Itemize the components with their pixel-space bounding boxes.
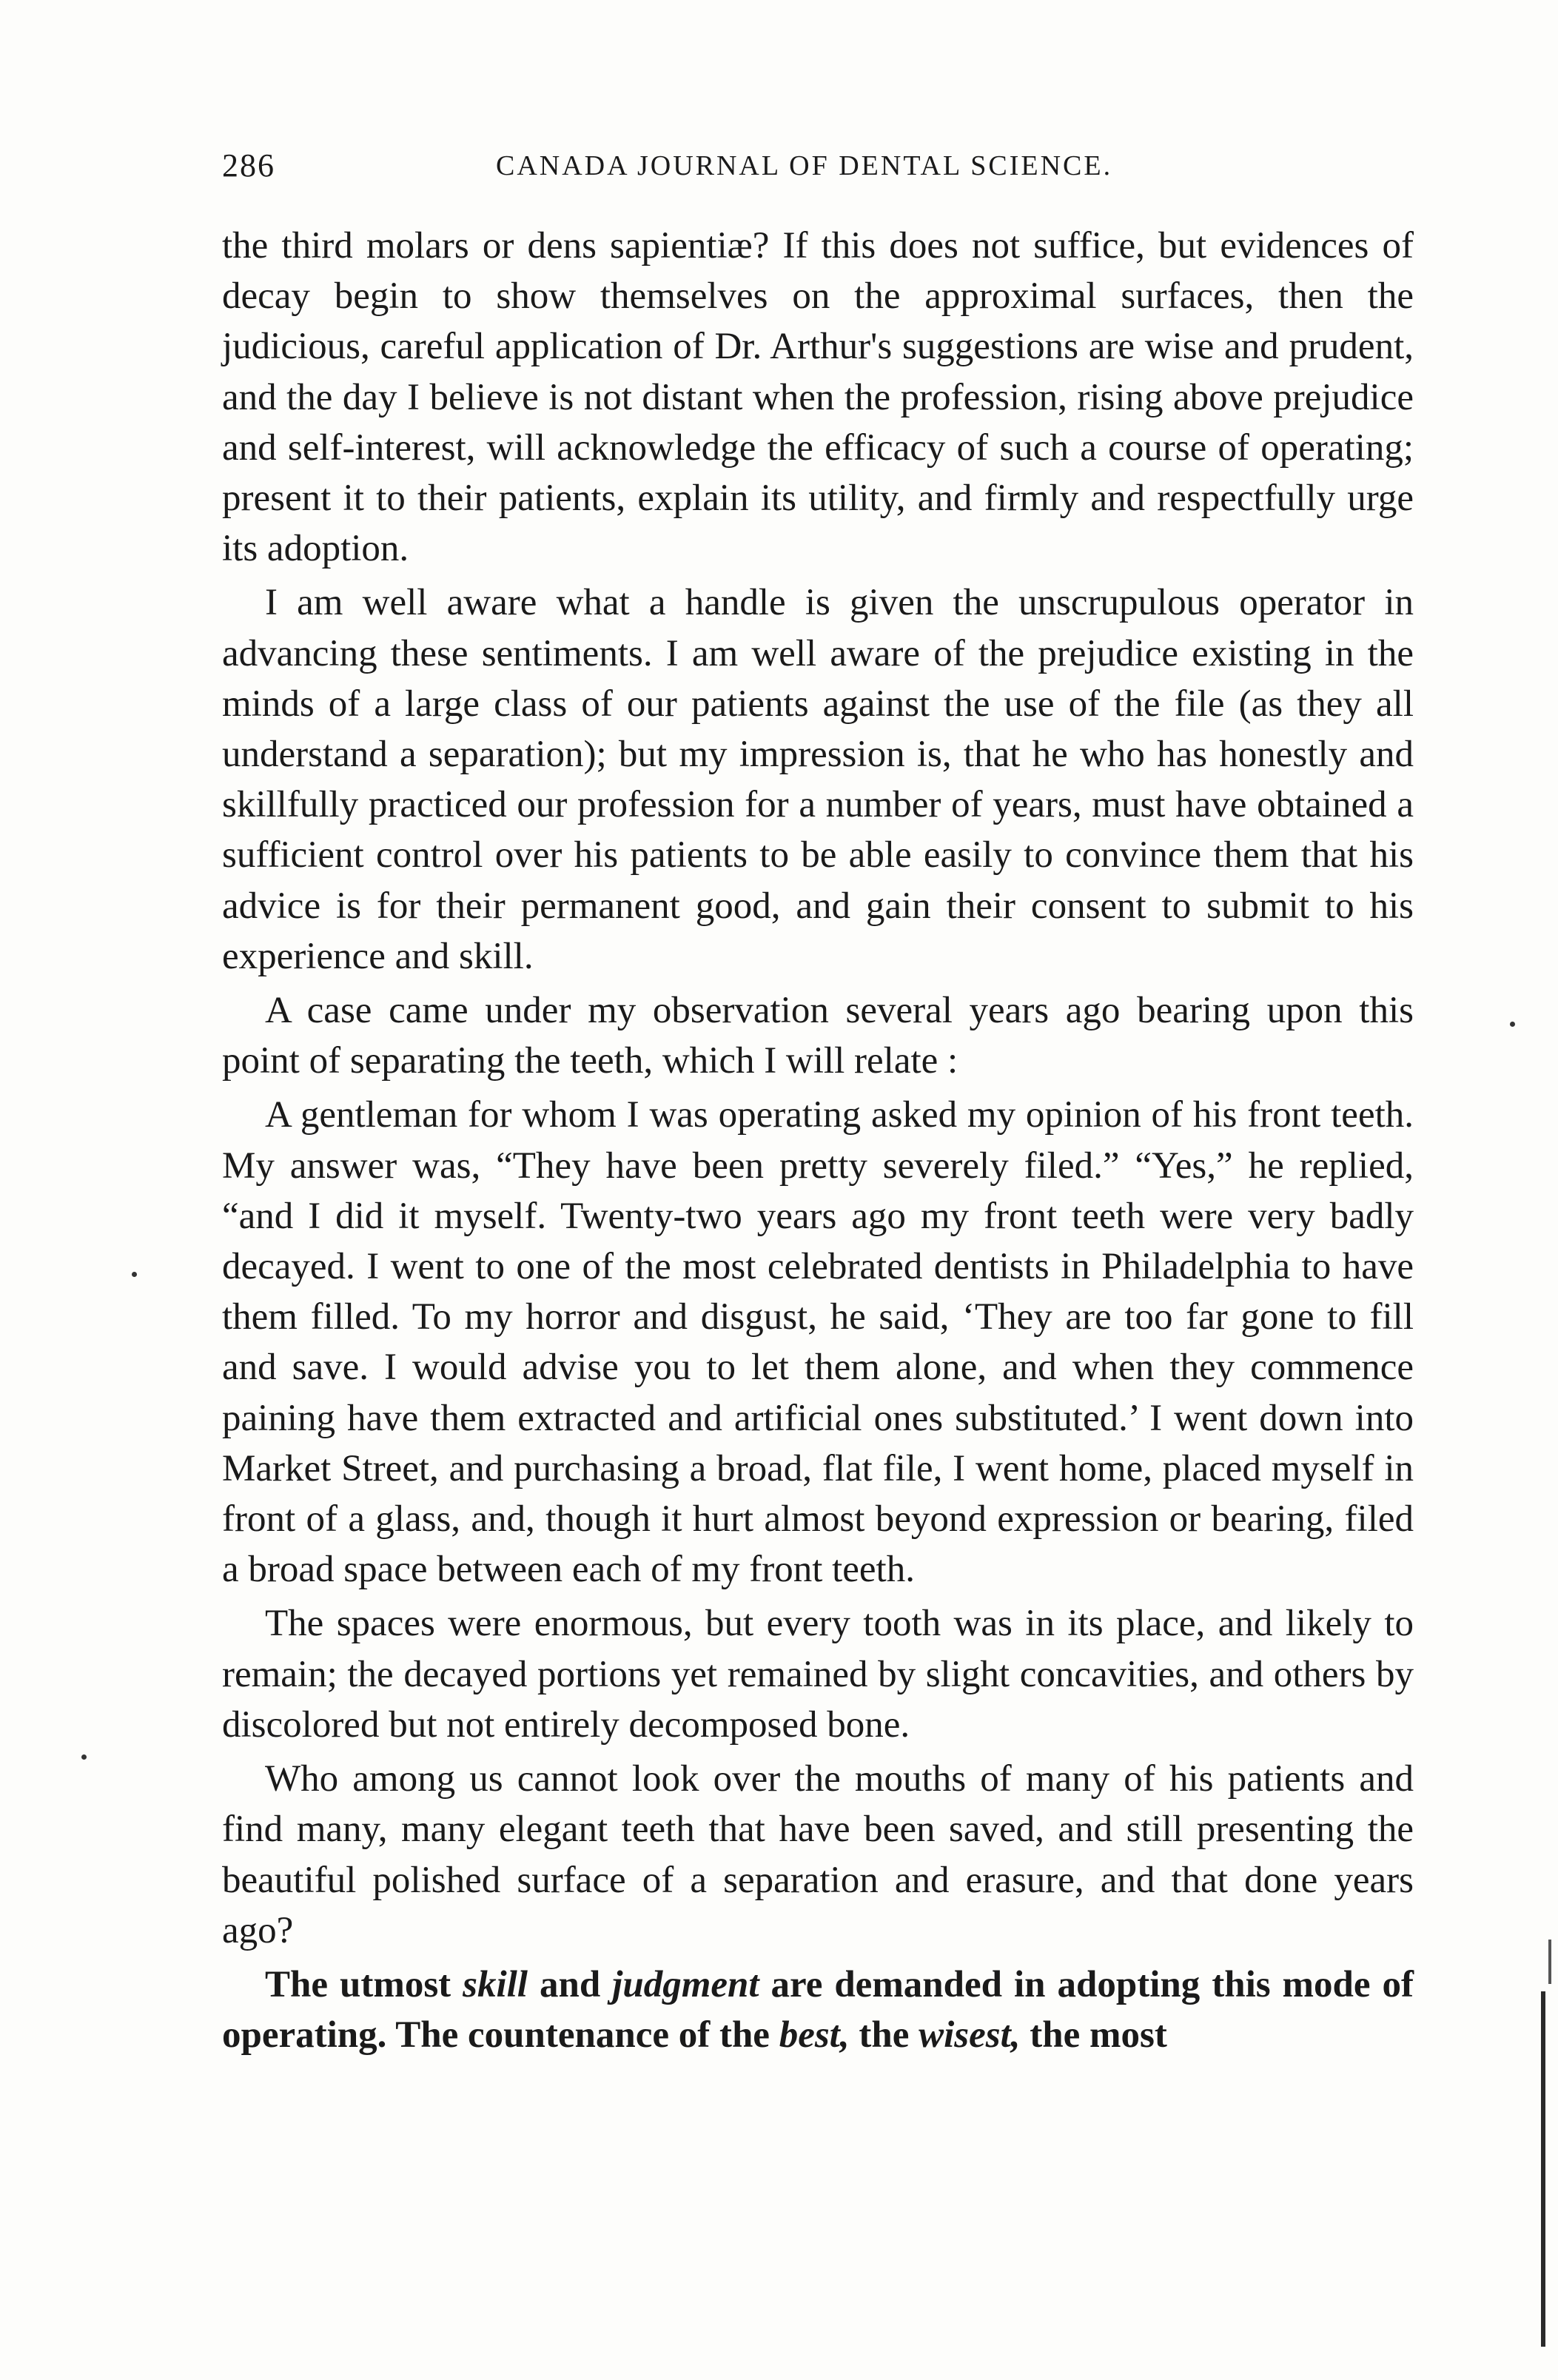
paragraph-6: Who among us cannot look over the mouths of many of his patients and find many, many elegant teeth that have been saved, and still presenting the beautiful polished surface of a separation and erasure, and that done years ago? bbox=[222, 1758, 1414, 1951]
emphasis-best: best, bbox=[779, 2014, 850, 2056]
margin-scan-mark bbox=[1548, 1940, 1551, 1984]
body-text bbox=[222, 221, 1414, 2060]
margin-scan-bar bbox=[1541, 1991, 1545, 2347]
emphasis-skill: skill bbox=[463, 1963, 528, 2005]
paragraph-3: A case came under my observation several years ago bearing upon this point of separating the teeth, which I will relate : bbox=[222, 990, 1414, 1082]
paragraph-7-text-e: the most bbox=[1020, 2014, 1167, 2056]
emphasis-wisest: wisest, bbox=[919, 2014, 1021, 2056]
running-head: CANADA JOURNAL OF DENTAL SCIENCE. bbox=[496, 150, 1113, 181]
paragraph-7-text-b: and bbox=[527, 1963, 613, 2005]
scan-speck bbox=[1510, 1022, 1515, 1027]
scan-speck bbox=[132, 1272, 137, 1277]
paragraph-5: The spaces were enormous, but every tooth was in its place, and likely to remain; the decayed portions yet remained by slight concavities, and others by discolored but not entirely decomposed bone. bbox=[222, 1603, 1414, 1746]
paragraph-7 bbox=[222, 1960, 1414, 2060]
paragraph-1: the third molars or dens sapientiæ? If this does not suffice, but evidences of decay begin to show themselves on the approximal surfaces, then the judicious, careful application of Dr. Arthur's suggestions are wise and prudent, and the day I believe is not distant when the profession, rising above prejudice and self-interest, will acknowledge the efficacy of such a course of operating; present it to their patients, explain its utility, and firmly and respectfully urge its adoption. bbox=[222, 225, 1414, 570]
emphasis-judgment: judgment bbox=[612, 1963, 759, 2005]
page-header bbox=[222, 147, 1414, 191]
paragraph-7-text-c: are demanded in adopting this mode of operating. The countenance of the bbox=[222, 1963, 1414, 2056]
scan-speck bbox=[81, 1754, 87, 1760]
paragraph-4: A gentleman for whom I was operating asked my opinion of his front teeth. My answer was, “They have been pretty severely filed.” “Yes,” he replied, “and I did it myself. Twenty-two years ago my front teeth were very badly decayed. I went to one of the most celebrated dentists in Philadelphia to have them filled. To my horror and disgust, he said, ‘They are too far gone to fill and save. I would advise you to let them alone, and when they commence paining have them extracted and artificial ones substituted.’ I went down into Market Street, and purchasing a broad, flat file, I went home, placed myself in front of a glass, and, though it hurt almost beyond expression or bearing, filed a broad space between each of my front teeth. bbox=[222, 1094, 1414, 1591]
paragraph-7-text-a: The utmost bbox=[265, 1963, 463, 2005]
page-number: 286 bbox=[222, 147, 275, 184]
paragraph-7-text-d: the bbox=[849, 2014, 919, 2056]
paragraph-2: I am well aware what a handle is given the unscrupulous operator in advancing these sentiments. I am well aware of the prejudice existing in the minds of a large class of our patients against the use of the file (as they all understand a separation); but my impression is, that he who has honestly and skillfully practiced our profession for a number of years, must have obtained a sufficient control over his patients to be able easily to convince them that his advice is for their permanent good, and gain their consent to submit to his experience and skill. bbox=[222, 582, 1414, 977]
